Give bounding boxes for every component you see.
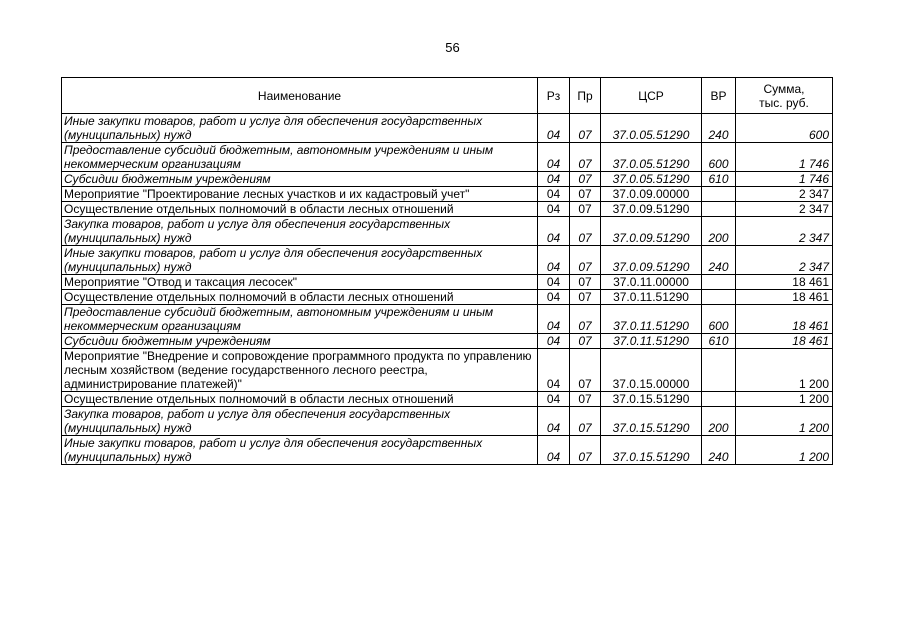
row-name: Иные закупки товаров, работ и услуг для обеспечения государственных (муниципальных) нужд [62, 436, 538, 465]
table-row [62, 349, 833, 392]
row-pr: 07 [570, 334, 601, 349]
row-name: Осуществление отдельных полномочий в области лесных отношений [62, 290, 538, 305]
header-pr: Пр [570, 78, 601, 114]
row-pr: 07 [570, 217, 601, 246]
row-rz: 04 [538, 349, 570, 392]
row-name: Предоставление субсидий бюджетным, автономным учреждениям и иным некоммерческим организациям [62, 143, 538, 172]
row-rz: 04 [538, 407, 570, 436]
row-vr: 200 [702, 407, 736, 436]
row-pr: 07 [570, 392, 601, 407]
budget-table [61, 77, 833, 465]
row-pr: 07 [570, 407, 601, 436]
row-pr: 07 [570, 172, 601, 187]
row-pr: 07 [570, 349, 601, 392]
table-header-row [62, 78, 833, 114]
row-csr: 37.0.15.51290 [601, 436, 702, 465]
row-sum: 18 461 [736, 275, 833, 290]
row-csr: 37.0.09.51290 [601, 202, 702, 217]
row-rz: 04 [538, 436, 570, 465]
row-name: Мероприятие "Проектирование лесных участков и их кадастровый учет" [62, 187, 538, 202]
row-sum: 600 [736, 114, 833, 143]
row-pr: 07 [570, 187, 601, 202]
row-name: Мероприятие "Отвод и таксация лесосек" [62, 275, 538, 290]
row-csr: 37.0.15.51290 [601, 392, 702, 407]
row-rz: 04 [538, 143, 570, 172]
row-rz: 04 [538, 334, 570, 349]
table-row [62, 407, 833, 436]
row-rz: 04 [538, 305, 570, 334]
row-name: Мероприятие "Внедрение и сопровождение программного продукта по управлению лесным хозяйством (ведение государственного лесного реестра, администрирование платежей)" [62, 349, 538, 392]
row-pr: 07 [570, 202, 601, 217]
row-pr: 07 [570, 143, 601, 172]
row-name: Предоставление субсидий бюджетным, автономным учреждениям и иным некоммерческим организациям [62, 305, 538, 334]
row-sum: 18 461 [736, 290, 833, 305]
row-rz: 04 [538, 392, 570, 407]
row-pr: 07 [570, 305, 601, 334]
row-sum: 18 461 [736, 305, 833, 334]
row-csr: 37.0.15.00000 [601, 349, 702, 392]
table-row [62, 246, 833, 275]
row-vr: 240 [702, 246, 736, 275]
table-row [62, 436, 833, 465]
table-row [62, 305, 833, 334]
table-row [62, 290, 833, 305]
row-csr: 37.0.09.00000 [601, 187, 702, 202]
row-sum: 1 200 [736, 436, 833, 465]
row-sum: 1 746 [736, 172, 833, 187]
table-row [62, 334, 833, 349]
row-rz: 04 [538, 290, 570, 305]
row-pr: 07 [570, 275, 601, 290]
row-name: Субсидии бюджетным учреждениям [62, 334, 538, 349]
row-vr: 240 [702, 114, 736, 143]
table-row [62, 392, 833, 407]
row-csr: 37.0.11.51290 [601, 290, 702, 305]
row-pr: 07 [570, 114, 601, 143]
row-pr: 07 [570, 436, 601, 465]
row-vr: 600 [702, 143, 736, 172]
row-csr: 37.0.05.51290 [601, 114, 702, 143]
table-row [62, 202, 833, 217]
row-rz: 04 [538, 275, 570, 290]
row-rz: 04 [538, 172, 570, 187]
row-vr [702, 275, 736, 290]
row-vr [702, 392, 736, 407]
table-body [62, 114, 833, 465]
row-sum: 1 200 [736, 392, 833, 407]
header-csr: ЦСР [601, 78, 702, 114]
row-sum: 1 200 [736, 349, 833, 392]
row-vr [702, 187, 736, 202]
row-vr: 610 [702, 334, 736, 349]
table-row [62, 275, 833, 290]
row-name: Субсидии бюджетным учреждениям [62, 172, 538, 187]
row-vr: 200 [702, 217, 736, 246]
row-csr: 37.0.11.51290 [601, 305, 702, 334]
row-vr: 600 [702, 305, 736, 334]
row-name: Закупка товаров, работ и услуг для обеспечения государственных (муниципальных) нужд [62, 217, 538, 246]
row-sum: 2 347 [736, 187, 833, 202]
row-vr: 240 [702, 436, 736, 465]
header-sum: Сумма, тыс. руб. [736, 78, 833, 114]
row-csr: 37.0.09.51290 [601, 246, 702, 275]
header-name: Наименование [62, 78, 538, 114]
row-sum: 1 746 [736, 143, 833, 172]
row-vr [702, 349, 736, 392]
row-sum: 18 461 [736, 334, 833, 349]
row-rz: 04 [538, 217, 570, 246]
header-rz: Рз [538, 78, 570, 114]
row-csr: 37.0.15.51290 [601, 407, 702, 436]
row-rz: 04 [538, 114, 570, 143]
row-name: Иные закупки товаров, работ и услуг для обеспечения государственных (муниципальных) нужд [62, 114, 538, 143]
row-csr: 37.0.11.51290 [601, 334, 702, 349]
table-row [62, 143, 833, 172]
table-row [62, 172, 833, 187]
row-csr: 37.0.09.51290 [601, 217, 702, 246]
row-name: Иные закупки товаров, работ и услуг для обеспечения государственных (муниципальных) нужд [62, 246, 538, 275]
row-sum: 2 347 [736, 217, 833, 246]
row-sum: 2 347 [736, 202, 833, 217]
row-csr: 37.0.05.51290 [601, 143, 702, 172]
table-row [62, 114, 833, 143]
table-row [62, 187, 833, 202]
row-sum: 1 200 [736, 407, 833, 436]
row-vr [702, 202, 736, 217]
page-number: 56 [445, 40, 460, 55]
row-csr: 37.0.11.00000 [601, 275, 702, 290]
row-pr: 07 [570, 246, 601, 275]
row-sum: 2 347 [736, 246, 833, 275]
row-pr: 07 [570, 290, 601, 305]
header-vr: ВР [702, 78, 736, 114]
table-row [62, 217, 833, 246]
row-rz: 04 [538, 246, 570, 275]
row-rz: 04 [538, 187, 570, 202]
row-vr: 610 [702, 172, 736, 187]
row-vr [702, 290, 736, 305]
row-csr: 37.0.05.51290 [601, 172, 702, 187]
row-name: Закупка товаров, работ и услуг для обеспечения государственных (муниципальных) нужд [62, 407, 538, 436]
row-rz: 04 [538, 202, 570, 217]
row-name: Осуществление отдельных полномочий в области лесных отношений [62, 392, 538, 407]
row-name: Осуществление отдельных полномочий в области лесных отношений [62, 202, 538, 217]
